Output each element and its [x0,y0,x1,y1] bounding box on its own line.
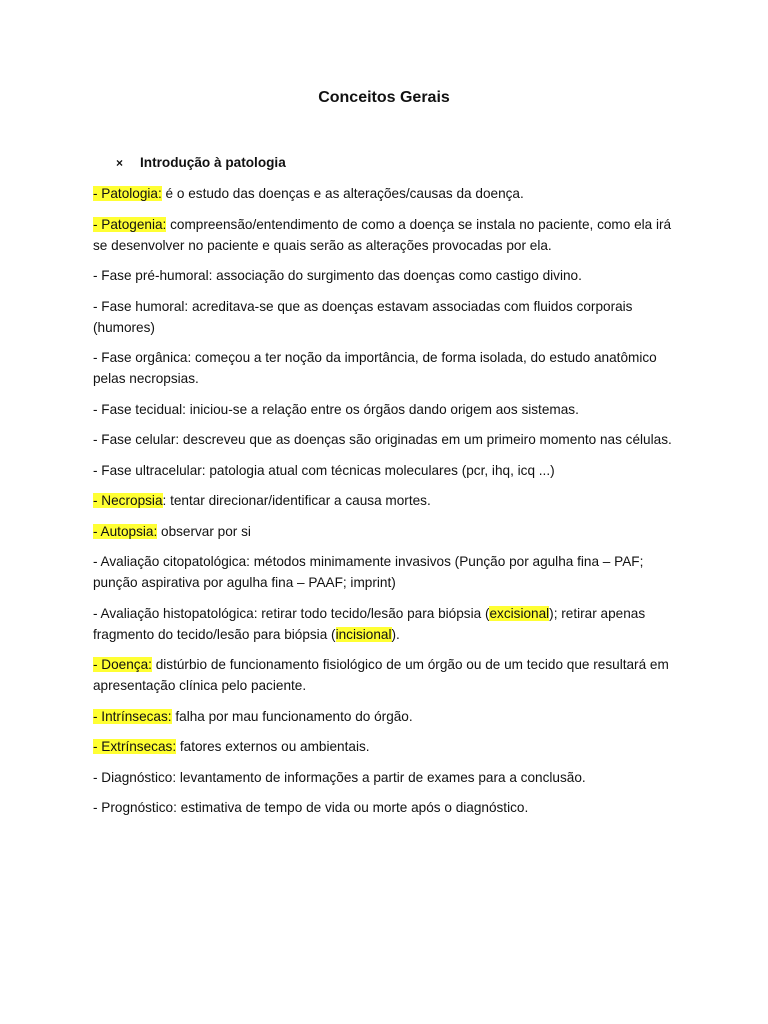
paragraph-text: - Prognóstico: estimativa de tempo de vida ou morte após o diagnóstico. [93,800,529,815]
highlighted-term-excisional: excisional [489,605,550,621]
section-heading-label: Introdução à patologia [140,155,286,170]
paragraph-fase-humoral [93,296,685,338]
paragraph-text: é o estudo das doenças e as alterações/causas da doença. [161,186,524,201]
paragraph-avaliacao-histopatologica [93,603,685,645]
paragraph-autopsia [93,521,685,542]
paragraph-text: falha por mau funcionamento do órgão. [171,708,413,724]
paragraph-text: : tentar direcionar/identificar a causa mortes. [162,493,431,508]
highlighted-term: - Doença: [93,657,152,672]
paragraph-fase-pre-humoral [93,265,685,286]
paragraph-text: - Avaliação histopatológica: retirar todo tecido/lesão para biópsia ( [93,605,490,621]
paragraph-fase-ultracelular [93,460,685,481]
highlighted-term: - Autopsia: [93,523,158,539]
paragraph-doenca [93,654,685,696]
paragraph-text: - Avaliação citopatológica: métodos minimamente invasivos (Punção por agulha fina – PAF; punção aspirativa por agulha fina – PAAF; imprint) [93,554,644,590]
paragraph-fase-celular [93,429,685,450]
highlighted-term-incisional: incisional [335,626,392,642]
paragraph-intrinsecas [93,706,685,727]
paragraph-text: - Diagnóstico: levantamento de informações a partir de exames para a conclusão. [93,769,586,785]
highlighted-term: - Patologia: [93,186,162,201]
paragraph-avaliacao-citopatologica [93,551,685,593]
paragraph-text: - Fase pré-humoral: associação do surgimento das doenças como castigo divino. [93,268,582,283]
cross-bullet-icon: × [116,156,124,170]
paragraph-patogenia [93,214,685,256]
paragraph-diagnostico [93,767,685,788]
paragraph-extrinsecas [93,736,685,757]
paragraph-text: observar por si [157,523,251,539]
highlighted-term: - Extrínsecas: [93,739,177,754]
paragraph-text: ). [391,626,400,642]
paragraph-prognostico [93,797,685,818]
paragraph-text: fatores externos ou ambientais. [176,739,370,754]
paragraph-patologia [93,183,685,204]
paragraph-text: - Fase orgânica: começou a ter noção da importância, de forma isolada, do estudo anatômico pelas necropsias. [93,350,657,386]
paragraph-text: compreensão/entendimento de como a doença se instala no paciente, como ela irá se desenvolver no paciente e quais serão as alterações provocadas por ela. [93,216,672,253]
paragraph-text: ); retirar apenas fragmento do tecido/lesão para biópsia ( [93,605,646,642]
highlighted-term: - Necropsia [93,493,163,508]
paragraph-text: - Fase ultracelular: patologia atual com técnicas moleculares (pcr, ihq, icq ...) [93,462,555,478]
highlighted-term: - Intrínsecas: [93,708,172,724]
paragraph-text: - Fase tecidual: iniciou-se a relação entre os órgãos dando origem aos sistemas. [93,401,579,417]
paragraph-fase-tecidual [93,399,685,420]
document-body [93,183,685,828]
highlighted-term: - Patogenia: [93,216,167,232]
paragraph-text: - Fase celular: descreveu que as doenças são originadas em um primeiro momento nas células. [93,432,672,447]
paragraph-text: - Fase humoral: acreditava-se que as doenças estavam associadas com fluidos corporais (humores) [93,298,633,335]
paragraph-text: distúrbio de funcionamento fisiológico de um órgão ou de um tecido que resultará em apresentação clínica pelo paciente. [93,657,669,693]
section-heading [116,153,286,173]
paragraph-fase-organica [93,347,685,389]
paragraph-necropsia [93,490,685,511]
page-title: Conceitos Gerais [318,89,450,106]
